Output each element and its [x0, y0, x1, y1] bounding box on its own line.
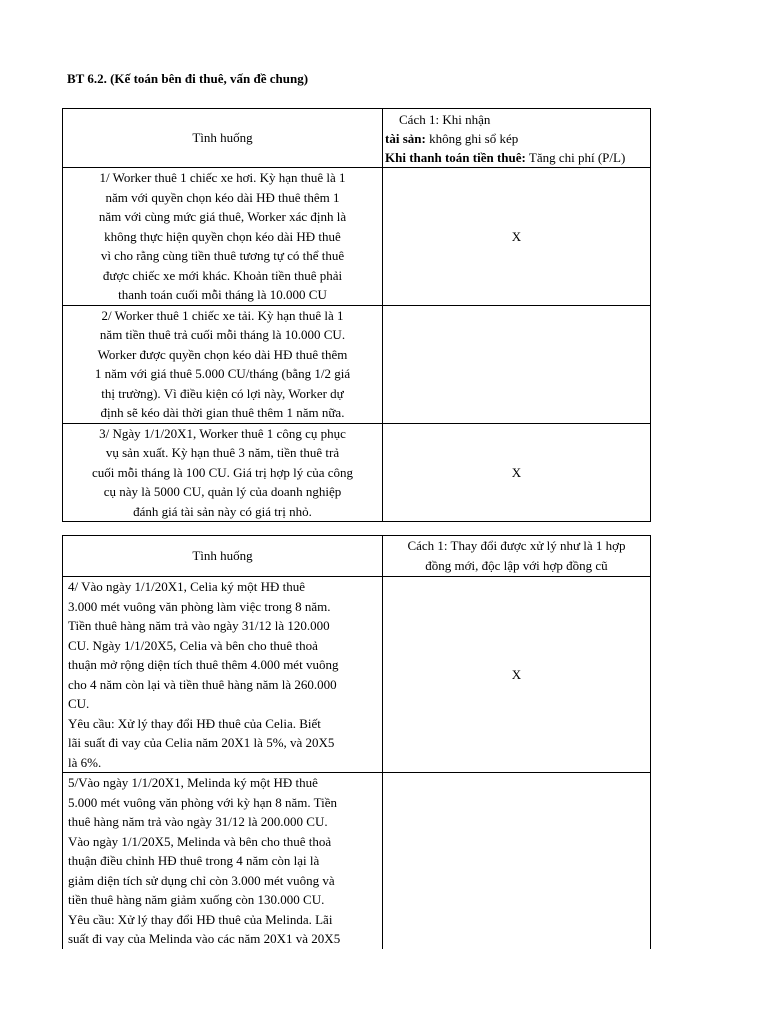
situation-line: 3.000 mét vuông văn phòng làm việc trong 8 năm. — [68, 598, 331, 614]
header-method-1 — [383, 536, 651, 577]
situation-5-text — [68, 773, 378, 948]
header-rest-payment: Tăng chi phí (P/L) — [525, 149, 626, 165]
header-method-line-1: Cách 1: Khi nhận — [399, 111, 491, 127]
situation-line: không thực hiện quyền chọn kéo dài HĐ thuê — [104, 228, 341, 244]
situation-line: 2/ Worker thuê 1 chiếc xe tải. Kỳ hạn thuê là 1 — [101, 307, 344, 323]
situation-line: thuận mở rộng diện tích thuê thêm 4.000 mét vuông — [68, 657, 339, 672]
header-bold-payment: Khi thanh toán tiền thuê: — [385, 149, 526, 165]
table-row — [63, 168, 651, 306]
situation-line: là 6%. — [68, 754, 102, 770]
situation-line: định sẽ kéo dài thời gian thuê thêm 1 năm nữa. — [100, 405, 345, 420]
situation-line: cuối mỗi tháng là 100 CU. Giá trị hợp lý của công — [91, 464, 354, 480]
situation-line: 1/ Worker thuê 1 chiếc xe hơi. Kỳ hạn thuê là 1 — [99, 170, 346, 185]
situation-line: Yêu cầu: Xử lý thay đổi HĐ thuê của Melinda. Lãi — [68, 911, 333, 927]
method-1-mark: X — [383, 168, 651, 306]
header-method-1 — [383, 109, 651, 168]
situation-line: cụ này là 5000 CU, quản lý của doanh nghiệp — [103, 484, 342, 499]
situation-line: thuê hàng năm trả vào ngày 31/12 là 200.000 CU. — [68, 814, 328, 829]
situation-line: 4/ Vào ngày 1/1/20X1, Celia ký một HĐ thuê — [68, 579, 305, 594]
situation-line: thanh toán cuối mỗi tháng là 10.000 CU — [118, 287, 327, 302]
situation-line: đánh giá tài sản này có giá trị nhỏ. — [133, 503, 312, 519]
situation-line: vì cho rằng cùng tiền thuê tương tự có thể thuê — [100, 248, 345, 263]
situation-line: lãi suất đi vay của Celia năm 20X1 là 5%, và 20X5 — [68, 735, 335, 750]
header-situation: Tình huống — [63, 109, 383, 168]
situation-line: 1 năm với giá thuê 5.000 CU/tháng (bằng 1/2 giá — [94, 366, 351, 381]
situation-5 — [63, 773, 383, 949]
header-situation: Tình huống — [63, 536, 383, 577]
situation-1 — [63, 168, 383, 306]
table-header-row — [63, 536, 651, 577]
situation-line: cho 4 năm còn lại và tiền thuê hàng năm là 260.000 — [68, 676, 337, 692]
situation-line: Tiền thuê hàng năm trả vào ngày 31/12 là 120.000 — [68, 618, 330, 633]
situation-line: 5.000 mét vuông văn phòng với kỳ hạn 8 năm. Tiền — [68, 794, 338, 810]
situation-line: Yêu cầu: Xử lý thay đổi HĐ thuê của Celia. Biết — [68, 715, 321, 731]
table-row — [63, 577, 651, 773]
situation-line: Worker được quyền chọn kéo dài HĐ thuê thêm — [97, 346, 348, 362]
situation-line: thuận điều chỉnh HĐ thuê trong 4 năm còn lại là — [68, 853, 320, 868]
situation-line: 3/ Ngày 1/1/20X1, Worker thuê 1 công cụ phục — [99, 425, 346, 441]
situations-table-1 — [62, 108, 651, 522]
situation-line: giảm diện tích sử dụng chỉ còn 3.000 mét vuông và — [68, 872, 335, 888]
situation-3 — [63, 423, 383, 522]
situation-line: năm tiền thuê trả cuối mỗi tháng là 10.000 CU. — [99, 327, 346, 342]
situation-4 — [63, 577, 383, 773]
situation-line: tiền thuê hàng năm giảm xuống còn 130.000 CU. — [68, 892, 325, 907]
situation-line: suất đi vay của Melinda vào các năm 20X1 và 20X5 — [68, 931, 341, 946]
situation-line: vụ sản xuất. Kỳ hạn thuê 3 năm, tiền thuê trả — [105, 445, 340, 460]
situation-line: 5/Vào ngày 1/1/20X1, Melinda ký một HĐ thuê — [68, 775, 318, 790]
table-row — [63, 773, 651, 949]
exercise-title: BT 6.2. (Kế toán bên đi thuê, vấn đề chung) — [67, 71, 309, 86]
table-row — [63, 305, 651, 423]
situation-line: CU. — [68, 696, 90, 711]
header-method-line-3 — [385, 148, 650, 167]
situations-table-2 — [62, 535, 651, 949]
header-method-line-1: Cách 1: Thay đổi được xử lý như là 1 hợp — [407, 538, 626, 553]
situation-line: thị trường). Vì điều kiện có lợi này, Worker dự — [101, 385, 344, 401]
header-bold-asset: tài sản: — [385, 130, 426, 146]
table-row — [63, 423, 651, 522]
situation-line: Vào ngày 1/1/20X5, Melinda và bên cho thuê thoả — [68, 833, 332, 849]
header-rest-asset: không ghi sổ kép — [425, 130, 519, 146]
situation-line: năm với cùng mức giá thuê, Worker xác định là — [98, 209, 347, 224]
situation-2 — [63, 305, 383, 423]
header-method-line-2 — [385, 129, 650, 148]
situation-line: được chiếc xe mới khác. Khoản tiền thuê phải — [102, 267, 343, 283]
method-1-mark — [383, 773, 651, 949]
situation-line: năm với quyền chọn kéo dài HĐ thuê thêm 1 — [105, 189, 340, 205]
method-1-mark — [383, 305, 651, 423]
header-method-line-2: đồng mới, độc lập với hợp đồng cũ — [425, 558, 608, 573]
situation-line: CU. Ngày 1/1/20X5, Celia và bên cho thuê thoả — [68, 637, 318, 653]
method-1-mark: X — [383, 577, 651, 773]
table-header-row — [63, 109, 651, 168]
method-1-mark: X — [383, 423, 651, 522]
